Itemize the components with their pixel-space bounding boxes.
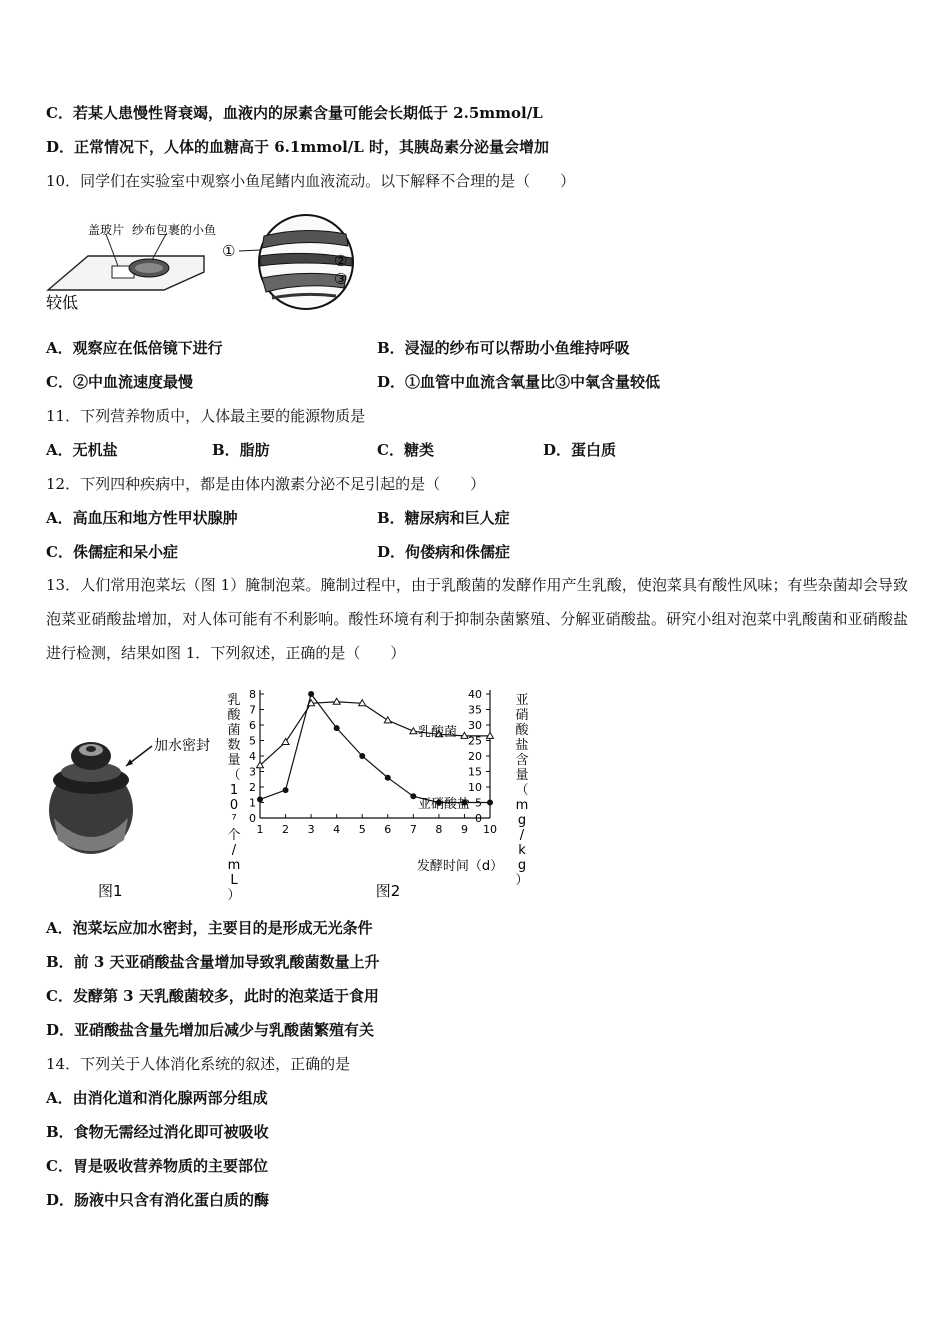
figure-1-caption: 图1 (98, 882, 123, 900)
left-tick-label: 0 (249, 812, 256, 825)
left-tick-label: 2 (249, 781, 256, 794)
q13-option-c: C．发酵第 3 天乳酸菌较多，此时的泡菜适于食用 (46, 987, 379, 1005)
question-14-stem: 14．下列关于人体消化系统的叙述，正确的是 (46, 1055, 351, 1073)
right-tick-label: 15 (468, 765, 482, 779)
q14-option-a: A．由消化道和消化腺两部分组成 (46, 1089, 268, 1107)
point-lactobacillus (384, 717, 391, 723)
x-tick-label: 5 (358, 823, 366, 836)
point-nitrite (283, 787, 289, 793)
x-tick-label: 7 (409, 823, 417, 836)
x-tick-label: 4 (333, 823, 341, 836)
x-axis-title: 发酵时间（d） (416, 859, 504, 874)
q12-option-d: D．佝偻病和侏儒症 (377, 543, 511, 561)
q14-option-b: B．食物无需经过消化即可被吸收 (46, 1123, 269, 1141)
mark-3: ③ (334, 270, 348, 288)
question-12-stem: 12．下列四种疾病中，都是由体内激素分泌不足引起的是（ ） (46, 475, 486, 493)
point-nitrite (385, 775, 391, 781)
q10-option-a: A．观察应在低倍镜下进行 (46, 339, 223, 357)
pickle-jar-figure (46, 722, 226, 902)
point-nitrite (359, 753, 365, 759)
point-nitrite (308, 691, 314, 697)
question-11-stem: 11．下列营养物质中，人体最主要的能源物质是 (46, 407, 366, 425)
point-nitrite (334, 725, 340, 731)
question-13-stem: 13．人们常用泡菜坛（图 1）腌制泡菜。腌制过程中，由于乳酸菌的发酵作用产生乳酸，使泡菜具有酸性风味；有些杂菌却会导致泡菜亚硝酸盐增加，对人体可能有不利影响。酸性环境有利于抑制杂菌繁殖、分解亚硝酸盐。研究小组对泡菜中乳酸菌和亚硝酸盐进行检测，结果如图 1．下列叙述，正确的是（ ） (46, 576, 908, 662)
q11-option-b: B．脂肪 (212, 441, 270, 459)
q12-option-b: B．糖尿病和巨人症 (377, 509, 510, 527)
right-axis-title: 亚硝酸盐含量（ m g / k g ） (515, 693, 529, 888)
left-tick-label: 5 (249, 734, 256, 748)
seal-pointer-head (126, 759, 133, 766)
left-tick-label: 1 (249, 796, 256, 810)
right-tick-label: 40 (468, 688, 482, 701)
left-axis-title: 乳酸菌数量（ 1 0 ⁷ 个/ m L ） (227, 693, 241, 903)
x-tick-label: 10 (483, 823, 497, 836)
q12-option-c: C．侏儒症和呆小症 (46, 543, 178, 561)
right-tick-label: 25 (468, 734, 482, 748)
q12-option-a: A．高血压和地方性甲状腺肿 (46, 509, 238, 527)
label-cover-slip: 盖玻片 (88, 223, 125, 237)
label-gauze-fish: 纱布包裹的小鱼 (132, 223, 217, 237)
q14-option-c: C．胃是吸收营养物质的主要部位 (46, 1157, 268, 1175)
point-nitrite (410, 793, 416, 799)
q10-option-d: D．①血管中血流含氧量比③中氧含量较低 (377, 373, 661, 391)
x-tick-label: 9 (460, 823, 468, 836)
fermentation-chart (222, 684, 542, 906)
q13-option-b: B．前 3 天亚硝酸盐含量增加导致乳酸菌数量上升 (46, 953, 380, 971)
right-tick-label: 35 (468, 703, 482, 717)
right-tick-label: 0 (475, 812, 482, 825)
q13-option-d: D．亚硝酸盐含量先增加后减少与乳酸菌繁殖有关 (46, 1021, 375, 1039)
left-tick-label: 4 (249, 750, 256, 763)
right-tick-label: 20 (468, 750, 482, 763)
mark-2: ② (334, 252, 348, 270)
left-tick-label: 7 (249, 703, 256, 717)
series-label-nitrite: 亚硝酸盐 (418, 797, 471, 812)
q9-option-d: D．正常情况下，人体的血糖高于 6.1mmol/L 时，其胰岛素分泌量会增加 (46, 138, 550, 156)
gauze-texture (135, 263, 163, 273)
x-tick-label: 2 (282, 823, 290, 836)
q10-option-c: C．②中血流速度最慢 (46, 373, 193, 391)
series-label-lactobacillus: 乳酸菌 (418, 725, 458, 740)
x-tick-label: 8 (435, 823, 443, 836)
right-tick-label: 10 (468, 781, 482, 794)
point-lactobacillus (282, 739, 289, 745)
jar-lid-knob (86, 746, 96, 752)
x-tick-label: 3 (307, 823, 315, 836)
fish-observation-figure (46, 212, 366, 316)
point-nitrite (257, 796, 263, 802)
left-tick-label: 8 (249, 688, 256, 701)
label-low: 较低 (46, 293, 79, 312)
label-water-seal: 加水密封 (154, 738, 210, 754)
right-tick-label: 30 (468, 719, 482, 732)
right-tick-label: 5 (475, 796, 482, 810)
q11-option-c: C．糖类 (377, 441, 434, 459)
q11-option-d: D．蛋白质 (543, 441, 617, 459)
x-tick-label: 1 (256, 823, 264, 836)
q13-option-a: A．泡菜坛应加水密封，主要目的是形成无光条件 (46, 919, 373, 937)
q9-option-c: C．若某人患慢性肾衰竭，血液内的尿素含量可能会长期低于 2.5mmol/L (46, 104, 543, 122)
q10-option-b: B．浸湿的纱布可以帮助小鱼维持呼吸 (377, 339, 630, 357)
left-tick-label: 6 (249, 719, 256, 732)
question-10-stem: 10．同学们在实验室中观察小鱼尾鳍内血液流动。以下解释不合理的是（ ） (46, 172, 576, 190)
q11-option-a: A．无机盐 (46, 441, 118, 459)
left-tick-label: 3 (249, 765, 256, 779)
figure-2-caption: 图2 (375, 882, 401, 900)
q14-option-d: D．肠液中只含有消化蛋白质的酶 (46, 1191, 270, 1209)
mark-1: ① (222, 242, 236, 260)
point-lactobacillus (333, 698, 340, 704)
series-line-2 (260, 694, 490, 803)
x-tick-label: 6 (384, 823, 392, 836)
mark-1-line (239, 250, 260, 251)
point-nitrite (487, 800, 493, 806)
